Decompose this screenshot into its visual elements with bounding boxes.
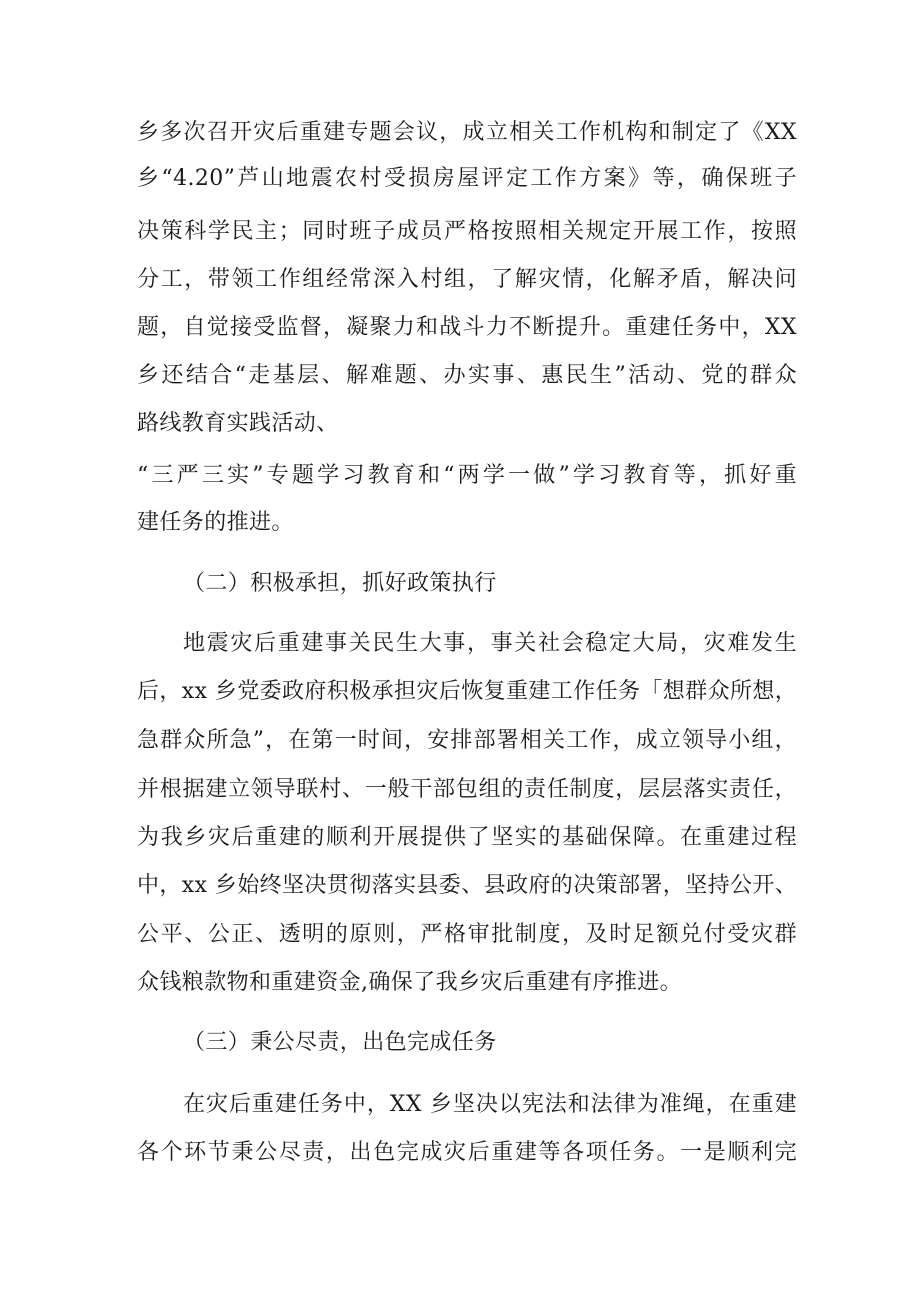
body-text-line: 各个环节秉公尽责，出色完成灾后重建等各项任务。一是顺利完 bbox=[137, 1140, 797, 1165]
body-text-line: 决策科学民主；同时班子成员严格按照相关规定开展工作，按照 bbox=[137, 219, 797, 244]
body-text-line: 众钱粮款物和重建资金,确保了我乡灾后重建有序推进。 bbox=[137, 970, 682, 995]
body-text-line: 乡“4.20”芦山地震农村受损房屋评定工作方案》等，确保班子 bbox=[137, 166, 797, 191]
body-text-line: 乡还结合“走基层、解难题、办实事、惠民生”活动、党的群众 bbox=[137, 363, 797, 388]
body-text-line: 建任务的推进。 bbox=[137, 510, 294, 535]
body-text-line: 中，xx 乡始终坚决贯彻落实县委、县政府的决策部署，坚持公开、 bbox=[137, 873, 798, 898]
body-text-line: 后，xx 乡党委政府积极承担灾后恢复重建工作任务「想群众所想， bbox=[137, 679, 798, 704]
body-text-line: 题，自觉接受监督，凝聚力和战斗力不断提升。重建任务中，XX bbox=[137, 315, 797, 340]
paragraph-first-line: 地震灾后重建事关民生大事，事关社会稳定大局，灾难发生 bbox=[183, 631, 797, 656]
section-heading: （三）秉公尽责，出色完成任务 bbox=[183, 1030, 497, 1055]
body-text-line: 公平、公正、透明的原则，严格审批制度，及时足额兑付受灾群 bbox=[137, 922, 797, 947]
body-text-line: 路线教育实践活动、 bbox=[137, 411, 339, 436]
body-text-line: 分工，带领工作组经常深入村组，了解灾情，化解矛盾，解决问 bbox=[137, 267, 797, 292]
paragraph-first-line: 在灾后重建任务中，XX 乡坚决以宪法和法律为准绳，在重建 bbox=[183, 1092, 797, 1117]
body-text-line: 急群众所急”，在第一时间，安排部署相关工作，成立领导小组， bbox=[137, 728, 797, 753]
body-text-line: 乡多次召开灾后重建专题会议，成立相关工作机构和制定了《XX bbox=[137, 120, 797, 145]
body-text-line: “三严三实”专题学习教育和“两学一做”学习教育等，抓好重 bbox=[137, 463, 797, 488]
body-text-line: 并根据建立领导联村、一般干部包组的责任制度，层层落实责任， bbox=[137, 777, 797, 802]
body-text-line: 为我乡灾后重建的顺利开展提供了坚实的基础保障。在重建过程 bbox=[137, 825, 797, 850]
section-heading: （二）积极承担，抓好政策执行 bbox=[183, 571, 497, 596]
